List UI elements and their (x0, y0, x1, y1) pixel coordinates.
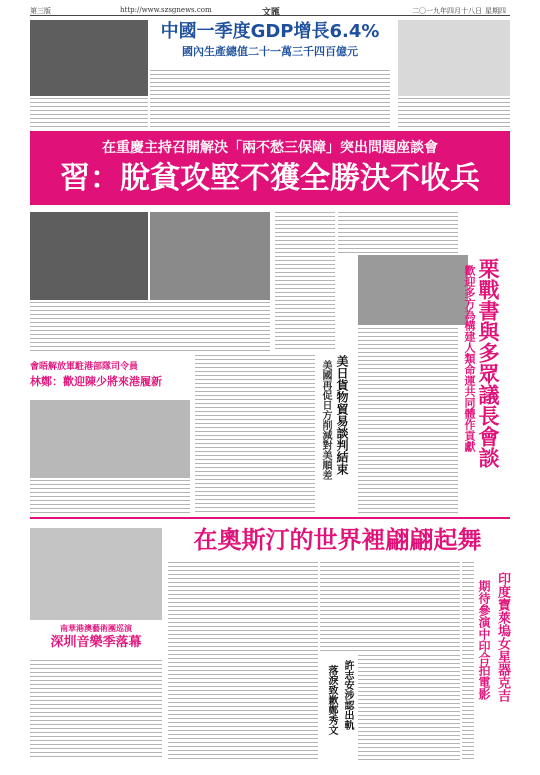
li-zhanshu-photo (358, 255, 468, 325)
garrison-story-text (30, 480, 190, 516)
side-story-subhead: 歡迎多方為構建人類命運共同體作貢獻 (463, 265, 476, 452)
austin-story-headline: 在奧斯汀的世界裡翩翩起舞 (193, 525, 482, 554)
xu-story-text (358, 655, 460, 760)
concert-photo (30, 528, 162, 620)
xu-story-headline: 許志安涉認出軌 (342, 660, 353, 730)
trade-story-subhead: 美國再促日方削減對美順差 (320, 360, 331, 480)
page-header (30, 6, 510, 16)
india-story-text (462, 562, 474, 760)
masthead: 文匯 (262, 8, 281, 18)
section-divider (30, 517, 510, 519)
side-story-headline: 栗戰書與多眾議長會談 (476, 258, 501, 468)
xu-story-subhead: 落淚致歉鄭秀文 (326, 665, 337, 735)
website: http://www.szsgnews.com (120, 6, 212, 14)
date: 二〇一九年四月十八日 (412, 7, 482, 15)
garrison-story-headline: 林鄭：歡迎陳少將來港履新 (30, 375, 162, 388)
side-story-text (358, 328, 458, 516)
top-story-text (150, 70, 390, 128)
yarn-photo (398, 20, 510, 96)
main-story-text-lower (30, 302, 270, 352)
top-story-heading (150, 20, 390, 68)
main-story-text-col2 (338, 212, 458, 254)
top-story-headline: 中國一季度GDP增長6.4% (160, 21, 380, 42)
concert-story-kicker: 南華港澳藝術團巡演 (60, 623, 132, 633)
concert-story-text (30, 660, 162, 760)
garrison-story-heading (30, 360, 190, 398)
xi-village-photo (30, 212, 148, 300)
garrison-photo (30, 400, 190, 478)
top-story-caption-text (30, 98, 148, 128)
trade-story-headline: 美日貨物貿易談判結束 (335, 355, 349, 475)
factory-photo (30, 20, 148, 96)
page-number: 第三版 (30, 7, 51, 15)
main-story-text-col1 (275, 212, 335, 352)
top-story-text-right (398, 98, 510, 128)
india-story-headline: 印度寶萊塢女星器克吉 (495, 572, 510, 702)
weekday: 星期四 (485, 7, 506, 15)
austin-story-text-col2 (320, 562, 460, 652)
main-story-headline: 習：脫貧攻堅不獲全勝決不收兵 (60, 161, 480, 196)
trade-story-text (195, 355, 315, 515)
top-story-subhead: 國內生產總值二十一萬三千四百億元 (182, 45, 358, 58)
xi-meeting-photo (150, 212, 270, 300)
india-story-subhead: 期待參演中印合拍電影 (477, 580, 491, 700)
concert-story-heading (30, 622, 162, 658)
concert-story-headline: 深圳音樂季落幕 (50, 635, 142, 650)
austin-story-text-col1 (168, 562, 318, 760)
main-story-banner (30, 131, 510, 205)
main-story-kicker: 在重慶主持召開解決「兩不愁三保障」突出問題座談會 (102, 140, 438, 156)
garrison-story-kicker: 會晤解放軍駐港部隊司令員 (30, 362, 139, 372)
